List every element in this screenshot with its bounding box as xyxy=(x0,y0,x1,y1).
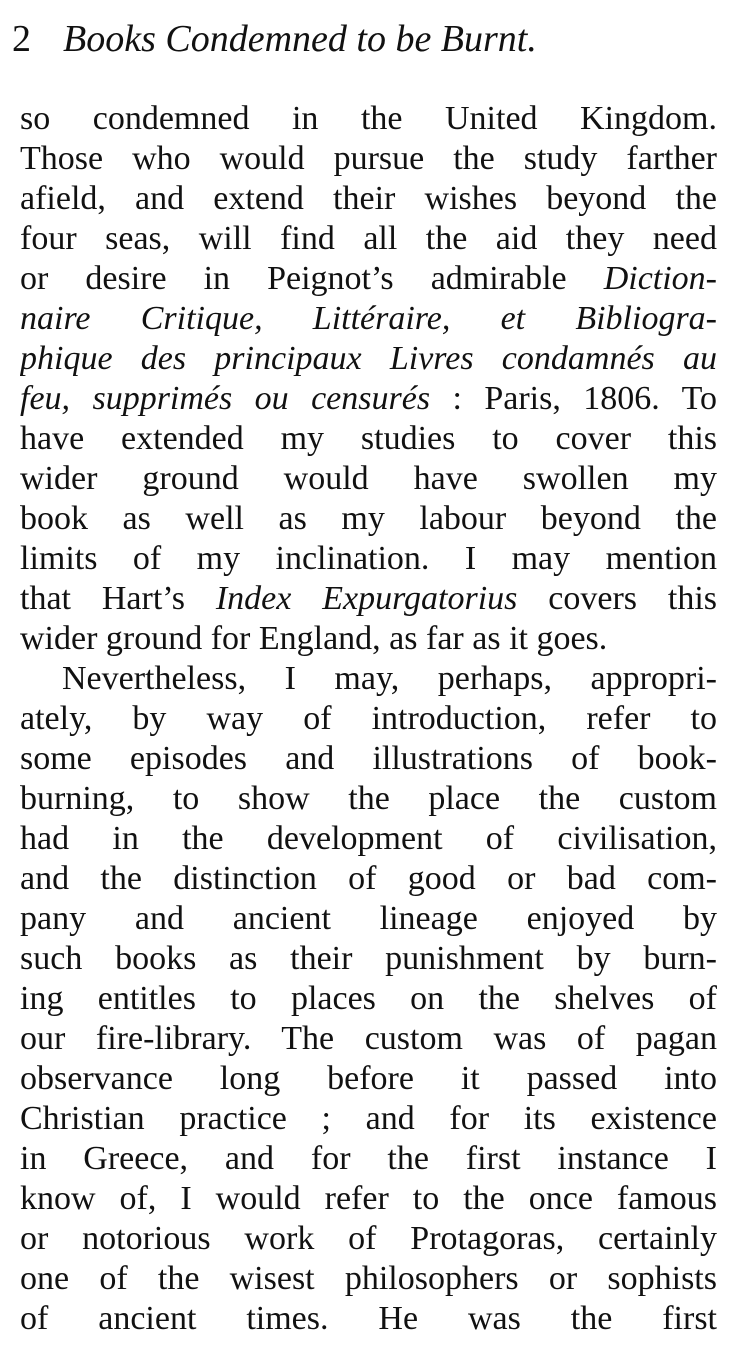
text-line: ately, by way of introduction, refer to xyxy=(20,700,717,737)
text-line: pany and ancient lineage enjoyed by xyxy=(20,900,717,937)
running-title: Books Condemned to be Burnt. xyxy=(63,18,537,60)
text-line-italic xyxy=(20,339,717,379)
running-head xyxy=(12,14,722,64)
paragraph-first-line: Nevertheless, I may, perhaps, appropri- xyxy=(62,660,717,697)
text-italic: naire Critique, Littéraire, et Bibliogra- xyxy=(20,300,717,337)
text-line: in Greece, and for the first instance I xyxy=(20,1140,717,1177)
text-line-italic xyxy=(20,299,717,339)
text-line: burning, to show the place the custom xyxy=(20,780,717,817)
text-line: ing entitles to places on the shelves of xyxy=(20,980,717,1017)
text-line: wider ground would have swollen my xyxy=(20,460,717,497)
text-line: had in the development of civilisation, xyxy=(20,820,717,857)
text-line: our fire-library. The custom was of pagan xyxy=(20,1020,717,1057)
text-line-mixed xyxy=(20,259,717,299)
text-line: Christian practice ; and for its existence xyxy=(20,1100,717,1137)
text-line: afield, and extend their wishes beyond the xyxy=(20,180,717,217)
text-line: book as well as my labour beyond the xyxy=(20,500,717,537)
text-roman: that Hart’s xyxy=(20,580,216,617)
text-line-mixed xyxy=(20,579,717,619)
body-text xyxy=(20,99,717,1339)
text-line: wider ground for England, as far as it goes. xyxy=(20,620,608,657)
text-italic: Index Expurgatorius xyxy=(215,580,518,617)
text-line: know of, I would refer to the once famous xyxy=(20,1180,717,1217)
text-roman: covers this xyxy=(517,580,717,617)
text-roman: : Paris, 1806. To xyxy=(430,380,717,417)
text-line: and the distinction of good or bad com- xyxy=(20,860,717,897)
text-line: Those who would pursue the study farther xyxy=(20,140,717,177)
text-line: one of the wisest philosophers or sophists xyxy=(20,1260,717,1297)
text-line: limits of my inclination. I may mention xyxy=(20,540,717,577)
text-italic: feu, supprimés ou censurés xyxy=(20,380,431,417)
page-number: 2 xyxy=(12,18,31,60)
text-roman: or desire in Peignot’s admirable xyxy=(20,260,604,297)
text-line-mixed xyxy=(20,379,717,419)
text-line: of ancient times. He was the first xyxy=(20,1300,717,1337)
text-line: or notorious work of Protagoras, certainly xyxy=(20,1220,717,1257)
text-line: some episodes and illustrations of book- xyxy=(20,740,717,777)
text-line: observance long before it passed into xyxy=(20,1060,717,1097)
text-italic: Diction- xyxy=(603,260,717,297)
text-line: have extended my studies to cover this xyxy=(20,420,717,457)
text-line: such books as their punishment by burn- xyxy=(20,940,717,977)
text-line: four seas, will find all the aid they need xyxy=(20,220,717,257)
text-italic: phique des principaux Livres condamnés au xyxy=(20,340,717,377)
text-line: so condemned in the United Kingdom. xyxy=(20,100,717,137)
